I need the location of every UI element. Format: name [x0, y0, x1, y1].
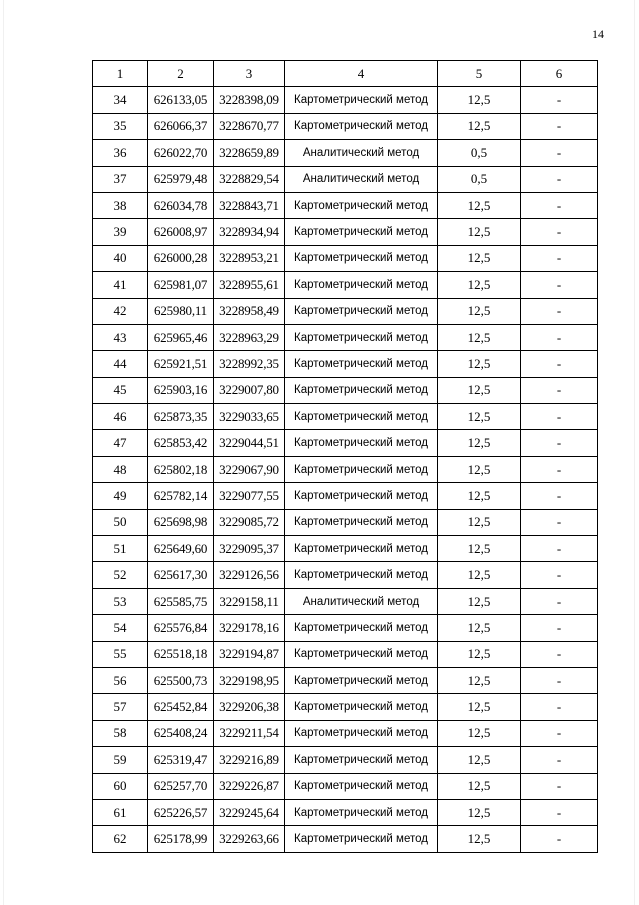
cell-description: -: [521, 377, 598, 403]
cell-y-coordinate: 3229206,38: [214, 694, 285, 720]
cell-description: -: [521, 641, 598, 667]
cell-y-coordinate: 3228955,61: [214, 272, 285, 298]
cell-point-number: 55: [93, 641, 148, 667]
cell-method: Картометрический метод: [285, 377, 438, 403]
cell-x-coordinate: 626008,97: [148, 219, 214, 245]
cell-method: Картометрический метод: [285, 87, 438, 113]
cell-y-coordinate: 3229245,64: [214, 799, 285, 825]
cell-description: -: [521, 615, 598, 641]
cell-description: -: [521, 720, 598, 746]
cell-description: -: [521, 536, 598, 562]
cell-point-number: 40: [93, 245, 148, 271]
table-row: [93, 272, 598, 298]
cell-point-number: 45: [93, 377, 148, 403]
left-edge-shadow: [3, 0, 4, 905]
cell-accuracy: 12,5: [438, 747, 521, 773]
cell-point-number: 54: [93, 615, 148, 641]
cell-method: Картометрический метод: [285, 192, 438, 218]
cell-accuracy: 12,5: [438, 377, 521, 403]
cell-description: -: [521, 324, 598, 350]
cell-description: -: [521, 799, 598, 825]
cell-accuracy: 12,5: [438, 720, 521, 746]
cell-method: Картометрический метод: [285, 720, 438, 746]
cell-x-coordinate: 626000,28: [148, 245, 214, 271]
cell-x-coordinate: 625452,84: [148, 694, 214, 720]
cell-y-coordinate: 3228934,94: [214, 219, 285, 245]
cell-method: Картометрический метод: [285, 562, 438, 588]
cell-point-number: 36: [93, 140, 148, 166]
cell-x-coordinate: 625979,48: [148, 166, 214, 192]
cell-method: Картометрический метод: [285, 615, 438, 641]
cell-point-number: 62: [93, 826, 148, 852]
cell-y-coordinate: 3228992,35: [214, 351, 285, 377]
cell-point-number: 60: [93, 773, 148, 799]
cell-description: -: [521, 588, 598, 614]
cell-description: -: [521, 272, 598, 298]
cell-point-number: 56: [93, 667, 148, 693]
cell-method: Картометрический метод: [285, 113, 438, 139]
cell-x-coordinate: 625178,99: [148, 826, 214, 852]
cell-accuracy: 0,5: [438, 140, 521, 166]
cell-point-number: 42: [93, 298, 148, 324]
cell-description: -: [521, 245, 598, 271]
table-row: [93, 166, 598, 192]
cell-method: Картометрический метод: [285, 272, 438, 298]
cell-point-number: 39: [93, 219, 148, 245]
cell-method: Картометрический метод: [285, 483, 438, 509]
cell-description: -: [521, 404, 598, 430]
cell-point-number: 58: [93, 720, 148, 746]
cell-y-coordinate: 3229226,87: [214, 773, 285, 799]
cell-x-coordinate: 625853,42: [148, 430, 214, 456]
cell-method: Аналитический метод: [285, 588, 438, 614]
table-row: [93, 404, 598, 430]
cell-description: -: [521, 430, 598, 456]
cell-y-coordinate: 3229194,87: [214, 641, 285, 667]
cell-x-coordinate: 626066,37: [148, 113, 214, 139]
cell-method: Картометрический метод: [285, 799, 438, 825]
cell-description: -: [521, 747, 598, 773]
column-header-x: 2: [148, 61, 214, 87]
table-row: [93, 219, 598, 245]
cell-method: Картометрический метод: [285, 773, 438, 799]
cell-x-coordinate: 625226,57: [148, 799, 214, 825]
column-header-accuracy: 5: [438, 61, 521, 87]
cell-y-coordinate: 3228829,54: [214, 166, 285, 192]
cell-method: Картометрический метод: [285, 747, 438, 773]
cell-accuracy: 12,5: [438, 509, 521, 535]
cell-x-coordinate: 625698,98: [148, 509, 214, 535]
cell-x-coordinate: 626034,78: [148, 192, 214, 218]
cell-description: -: [521, 298, 598, 324]
cell-accuracy: 12,5: [438, 615, 521, 641]
table-row: [93, 509, 598, 535]
cell-point-number: 41: [93, 272, 148, 298]
cell-point-number: 47: [93, 430, 148, 456]
cell-description: -: [521, 351, 598, 377]
right-edge-shadow: [634, 0, 635, 905]
cell-method: Картометрический метод: [285, 694, 438, 720]
cell-y-coordinate: 3229033,65: [214, 404, 285, 430]
cell-method: Картометрический метод: [285, 456, 438, 482]
page-number: 14: [592, 27, 604, 41]
cell-point-number: 43: [93, 324, 148, 350]
cell-point-number: 44: [93, 351, 148, 377]
table-row: [93, 615, 598, 641]
cell-point-number: 34: [93, 87, 148, 113]
cell-x-coordinate: 625782,14: [148, 483, 214, 509]
cell-method: Аналитический метод: [285, 166, 438, 192]
cell-method: Картометрический метод: [285, 509, 438, 535]
cell-x-coordinate: 625649,60: [148, 536, 214, 562]
cell-accuracy: 12,5: [438, 773, 521, 799]
cell-point-number: 37: [93, 166, 148, 192]
cell-y-coordinate: 3228670,77: [214, 113, 285, 139]
table-row: [93, 245, 598, 271]
cell-accuracy: 12,5: [438, 324, 521, 350]
cell-description: -: [521, 192, 598, 218]
cell-accuracy: 12,5: [438, 298, 521, 324]
cell-accuracy: 12,5: [438, 536, 521, 562]
cell-accuracy: 12,5: [438, 562, 521, 588]
cell-y-coordinate: 3228398,09: [214, 87, 285, 113]
cell-y-coordinate: 3229216,89: [214, 747, 285, 773]
cell-description: -: [521, 773, 598, 799]
table-row: [93, 562, 598, 588]
cell-point-number: 48: [93, 456, 148, 482]
cell-y-coordinate: 3229211,54: [214, 720, 285, 746]
cell-point-number: 50: [93, 509, 148, 535]
cell-accuracy: 12,5: [438, 826, 521, 852]
cell-y-coordinate: 3229263,66: [214, 826, 285, 852]
cell-description: -: [521, 483, 598, 509]
cell-description: -: [521, 826, 598, 852]
cell-x-coordinate: 625585,75: [148, 588, 214, 614]
cell-method: Картометрический метод: [285, 826, 438, 852]
cell-point-number: 38: [93, 192, 148, 218]
table-row: [93, 588, 598, 614]
cell-method: Картометрический метод: [285, 641, 438, 667]
cell-method: Картометрический метод: [285, 298, 438, 324]
cell-accuracy: 12,5: [438, 351, 521, 377]
cell-point-number: 51: [93, 536, 148, 562]
cell-y-coordinate: 3229198,95: [214, 667, 285, 693]
table-row: [93, 747, 598, 773]
cell-description: -: [521, 509, 598, 535]
cell-accuracy: 12,5: [438, 483, 521, 509]
column-header-y: 3: [214, 61, 285, 87]
cell-method: Картометрический метод: [285, 219, 438, 245]
cell-x-coordinate: 625980,11: [148, 298, 214, 324]
table-row: [93, 720, 598, 746]
cell-method: Аналитический метод: [285, 140, 438, 166]
cell-y-coordinate: 3229067,90: [214, 456, 285, 482]
cell-x-coordinate: 625257,70: [148, 773, 214, 799]
cell-x-coordinate: 626022,70: [148, 140, 214, 166]
cell-description: -: [521, 562, 598, 588]
table-row: [93, 536, 598, 562]
cell-accuracy: 12,5: [438, 404, 521, 430]
table-row: [93, 113, 598, 139]
cell-y-coordinate: 3229007,80: [214, 377, 285, 403]
table-row: [93, 298, 598, 324]
cell-point-number: 59: [93, 747, 148, 773]
cell-method: Картометрический метод: [285, 404, 438, 430]
cell-description: -: [521, 140, 598, 166]
cell-accuracy: 12,5: [438, 245, 521, 271]
table-row: [93, 667, 598, 693]
coordinates-table: [92, 60, 598, 853]
cell-accuracy: 12,5: [438, 219, 521, 245]
table-row: [93, 456, 598, 482]
cell-y-coordinate: 3229095,37: [214, 536, 285, 562]
cell-x-coordinate: 625873,35: [148, 404, 214, 430]
cell-y-coordinate: 3229085,72: [214, 509, 285, 535]
cell-x-coordinate: 625981,07: [148, 272, 214, 298]
cell-y-coordinate: 3229077,55: [214, 483, 285, 509]
cell-point-number: 52: [93, 562, 148, 588]
cell-point-number: 49: [93, 483, 148, 509]
cell-accuracy: 12,5: [438, 192, 521, 218]
cell-x-coordinate: 625802,18: [148, 456, 214, 482]
cell-accuracy: 12,5: [438, 667, 521, 693]
cell-y-coordinate: 3229158,11: [214, 588, 285, 614]
cell-accuracy: 0,5: [438, 166, 521, 192]
table-row: [93, 694, 598, 720]
cell-x-coordinate: 626133,05: [148, 87, 214, 113]
cell-x-coordinate: 625500,73: [148, 667, 214, 693]
cell-point-number: 46: [93, 404, 148, 430]
cell-method: Картометрический метод: [285, 430, 438, 456]
table-row: [93, 430, 598, 456]
cell-x-coordinate: 625408,24: [148, 720, 214, 746]
cell-x-coordinate: 625965,46: [148, 324, 214, 350]
cell-x-coordinate: 625518,18: [148, 641, 214, 667]
cell-accuracy: 12,5: [438, 588, 521, 614]
cell-point-number: 57: [93, 694, 148, 720]
table-row: [93, 377, 598, 403]
cell-y-coordinate: 3228953,21: [214, 245, 285, 271]
cell-point-number: 53: [93, 588, 148, 614]
cell-x-coordinate: 625617,30: [148, 562, 214, 588]
cell-point-number: 35: [93, 113, 148, 139]
cell-y-coordinate: 3229178,16: [214, 615, 285, 641]
cell-y-coordinate: 3229126,56: [214, 562, 285, 588]
column-header-point: 1: [93, 61, 148, 87]
cell-description: -: [521, 87, 598, 113]
table-row: [93, 324, 598, 350]
column-header-method: 4: [285, 61, 438, 87]
cell-x-coordinate: 625319,47: [148, 747, 214, 773]
table-body: [93, 87, 598, 852]
cell-x-coordinate: 625576,84: [148, 615, 214, 641]
table-row: [93, 773, 598, 799]
cell-accuracy: 12,5: [438, 694, 521, 720]
cell-description: -: [521, 694, 598, 720]
cell-description: -: [521, 166, 598, 192]
cell-y-coordinate: 3229044,51: [214, 430, 285, 456]
cell-accuracy: 12,5: [438, 272, 521, 298]
table-row: [93, 140, 598, 166]
cell-accuracy: 12,5: [438, 799, 521, 825]
cell-description: -: [521, 456, 598, 482]
cell-description: -: [521, 113, 598, 139]
table-row: [93, 641, 598, 667]
cell-description: -: [521, 667, 598, 693]
table-row: [93, 826, 598, 852]
cell-accuracy: 12,5: [438, 430, 521, 456]
cell-y-coordinate: 3228958,49: [214, 298, 285, 324]
column-header-description: 6: [521, 61, 598, 87]
cell-accuracy: 12,5: [438, 87, 521, 113]
cell-accuracy: 12,5: [438, 113, 521, 139]
cell-y-coordinate: 3228659,89: [214, 140, 285, 166]
cell-x-coordinate: 625921,51: [148, 351, 214, 377]
cell-method: Картометрический метод: [285, 536, 438, 562]
table-row: [93, 799, 598, 825]
table-row: [93, 87, 598, 113]
cell-point-number: 61: [93, 799, 148, 825]
cell-accuracy: 12,5: [438, 641, 521, 667]
cell-method: Картометрический метод: [285, 351, 438, 377]
cell-accuracy: 12,5: [438, 456, 521, 482]
table-row: [93, 351, 598, 377]
cell-method: Картометрический метод: [285, 245, 438, 271]
cell-y-coordinate: 3228963,29: [214, 324, 285, 350]
cell-method: Картометрический метод: [285, 667, 438, 693]
cell-method: Картометрический метод: [285, 324, 438, 350]
cell-description: -: [521, 219, 598, 245]
table-header-row: [93, 61, 598, 87]
table-row: [93, 192, 598, 218]
cell-x-coordinate: 625903,16: [148, 377, 214, 403]
table-row: [93, 483, 598, 509]
cell-y-coordinate: 3228843,71: [214, 192, 285, 218]
